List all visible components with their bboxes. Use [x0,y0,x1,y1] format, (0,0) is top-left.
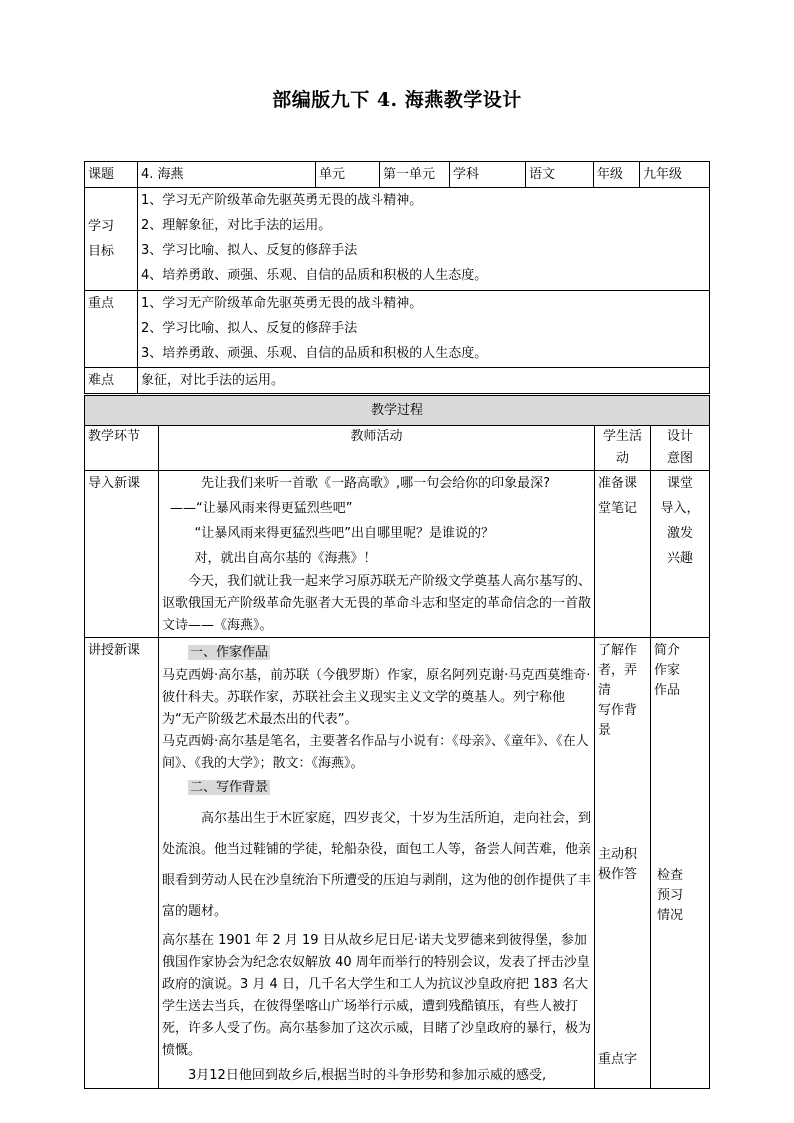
goal-item: 2、理解象征，对比手法的运用。 [141,218,332,233]
subject-value: 语文 [526,162,594,188]
key-item: 3、培养勇敢、顽强、乐观、自信的品质和积极的人生态度。 [141,346,488,361]
key-item: 1、学习无产阶级革命先驱英勇无畏的战斗精神。 [141,296,423,311]
difficulty-label: 难点 [85,368,138,394]
intro-student: 准备课 堂笔记 [595,471,651,638]
intro-paragraph: 今天，我们就让我一起来学习原苏联无产阶级文学奠基人高尔基写的、讴歌俄国无产阶级革命先驱者大无畏的革命斗志和坚定的革命信念的一首散文诗——《海燕》。 [162,574,592,633]
col-teacher: 教师活动 [159,426,595,471]
col-stage: 教学环节 [85,426,159,471]
intro-stage: 导入新课 [85,471,159,638]
goals-label: 学习 目标 [85,188,138,291]
background-paragraph: 高尔基在 1901 年 2 月 19 日从故乡尼日尼·诺夫戈罗德来到彼得堡，参加俄国作家协会为纪念农奴解放 40 周年而举行的特别会议，发表了抨击沙皇政府的演说。3 月 4 日，几千名大学生和工人为抗议沙皇政府把 183 名大学生送去当兵，在彼得堡喀山广场举行示威，遭到残酷镇压，有些人被打死，许多人受了伤。高尔基参加了这次示威，目睹了沙皇政府的暴行，极为愤慨。 [162,933,592,1058]
new-stage: 讲授新课 [85,638,159,1089]
key-list [138,291,710,368]
intro-paragraph: 先让我们来听一首歌《一路高歌》,哪一句会给你的印象最深? [201,476,551,491]
new-activity [159,638,595,1089]
topic-label: 课题 [85,162,138,188]
difficulty-text: 象征，对比手法的运用。 [138,368,710,394]
process-table [84,395,710,1089]
unit-label: 单元 [316,162,380,188]
key-label: 重点 [85,291,138,368]
goal-item: 4、培养勇敢、顽强、乐观、自信的品质和积极的人生态度。 [141,268,488,283]
section-heading: 二、写作背景 [190,780,269,795]
subject-label: 学科 [450,162,526,188]
intro-design: 课堂 导入， 激发 兴趣 [651,471,710,638]
key-item: 2、学习比喻、拟人、反复的修辞手法 [141,321,358,336]
info-table [84,161,710,394]
intro-activity [159,471,595,638]
background-paragraph: 3月12日他回到故乡后,根据当时的斗争形势和参加示威的感受, [188,1068,547,1083]
col-student: 学生活 动 [595,426,651,471]
goals-list [138,188,710,291]
grade-label: 年级 [594,162,640,188]
process-header: 教学过程 [85,396,710,426]
intro-paragraph: “让暴风雨来得更猛烈些吧”出自哪里呢？是谁说的？ [194,526,494,541]
unit-value: 第一单元 [380,162,450,188]
topic-value: 4. 海燕 [138,162,316,188]
background-paragraph: 高尔基出生于木匠家庭，四岁丧父，十岁为生活所迫，走向社会，到处流浪。他当过鞋铺的学徒，轮船杂役，面包工人等，备尝人间苦难，他亲眼看到劳动人民在沙皇统治下所遭受的压迫与剥削，这为他的创作提供了丰富的题材。 [162,811,592,919]
intro-paragraph: 对，就出自高尔基的《海燕》！ [194,551,377,566]
goal-item: 3、学习比喻、拟人、反复的修辞手法 [141,243,358,258]
new-design: 简介 作家 作品 检查 预习 情况 [651,638,710,1089]
page-title: 部编版九下 4. 海燕教学设计 [272,89,522,111]
author-paragraph: 马克西姆·高尔基，前苏联（今俄罗斯）作家，原名阿列克谢·马克西莫维奇·彼什科夫。苏联作家，苏联社会主义现实主义文学的奠基人。列宁称他为“无产阶级艺术最杰出的代表”。 [162,668,591,727]
new-student: 了解作 者，弄清 写作背 景 主动积 极作答 重点字 [595,638,651,1089]
col-design: 设计 意图 [651,426,710,471]
section-heading: 一、作家作品 [190,645,269,660]
grade-value: 九年级 [640,162,710,188]
intro-paragraph: ——“让暴风雨来得更猛烈些吧” [170,501,353,516]
works-paragraph: 马克西姆·高尔基是笔名，主要著名作品与小说有：《母亲》、《童年》、《在人间》、《我的大学》；散文：《海燕》。 [162,734,589,771]
goal-item: 1、学习无产阶级革命先驱英勇无畏的战斗精神。 [141,193,423,208]
